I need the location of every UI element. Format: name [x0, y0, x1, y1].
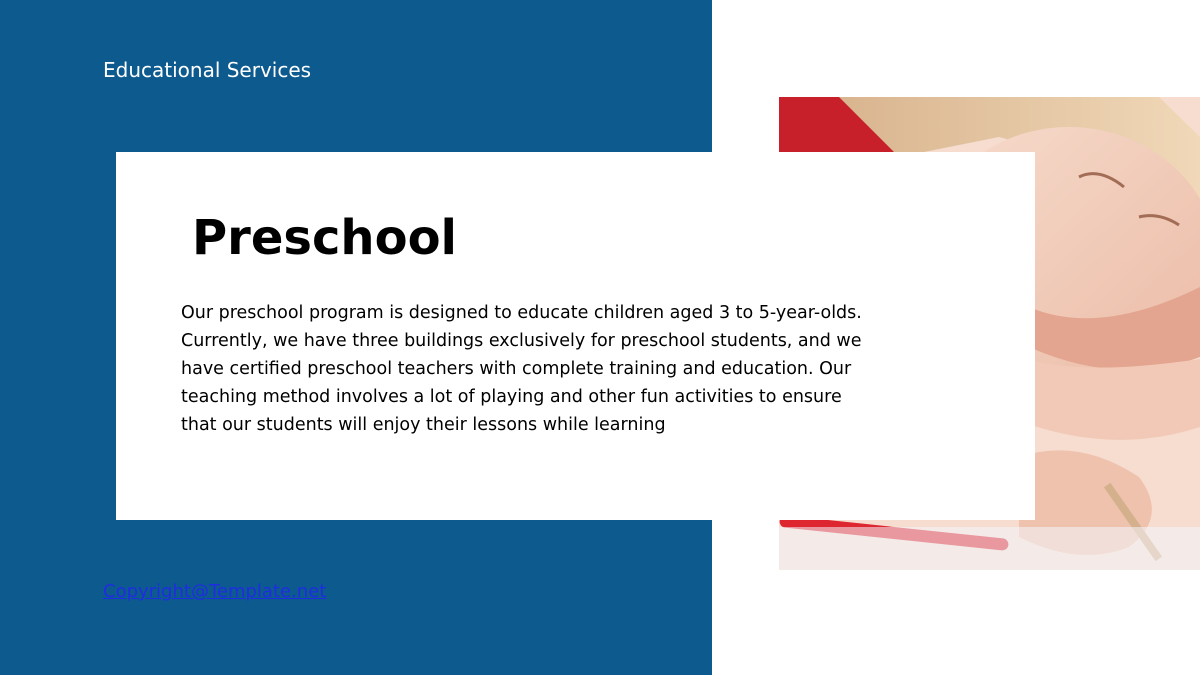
page-title: Preschool: [192, 210, 458, 266]
copyright-link[interactable]: Copyright@Template.net: [103, 581, 327, 602]
section-subtitle: Educational Services: [103, 58, 312, 82]
program-description: Our preschool program is designed to educate children aged 3 to 5-year-olds. Currently, we have three buildings exclusively for preschool students, and we have certified preschool teachers with complete training and education. Our teaching method involves a lot of playing and other fun activities to ensure that our students will enjoy their lessons while learning: [181, 303, 862, 435]
content-card: [116, 152, 1035, 520]
